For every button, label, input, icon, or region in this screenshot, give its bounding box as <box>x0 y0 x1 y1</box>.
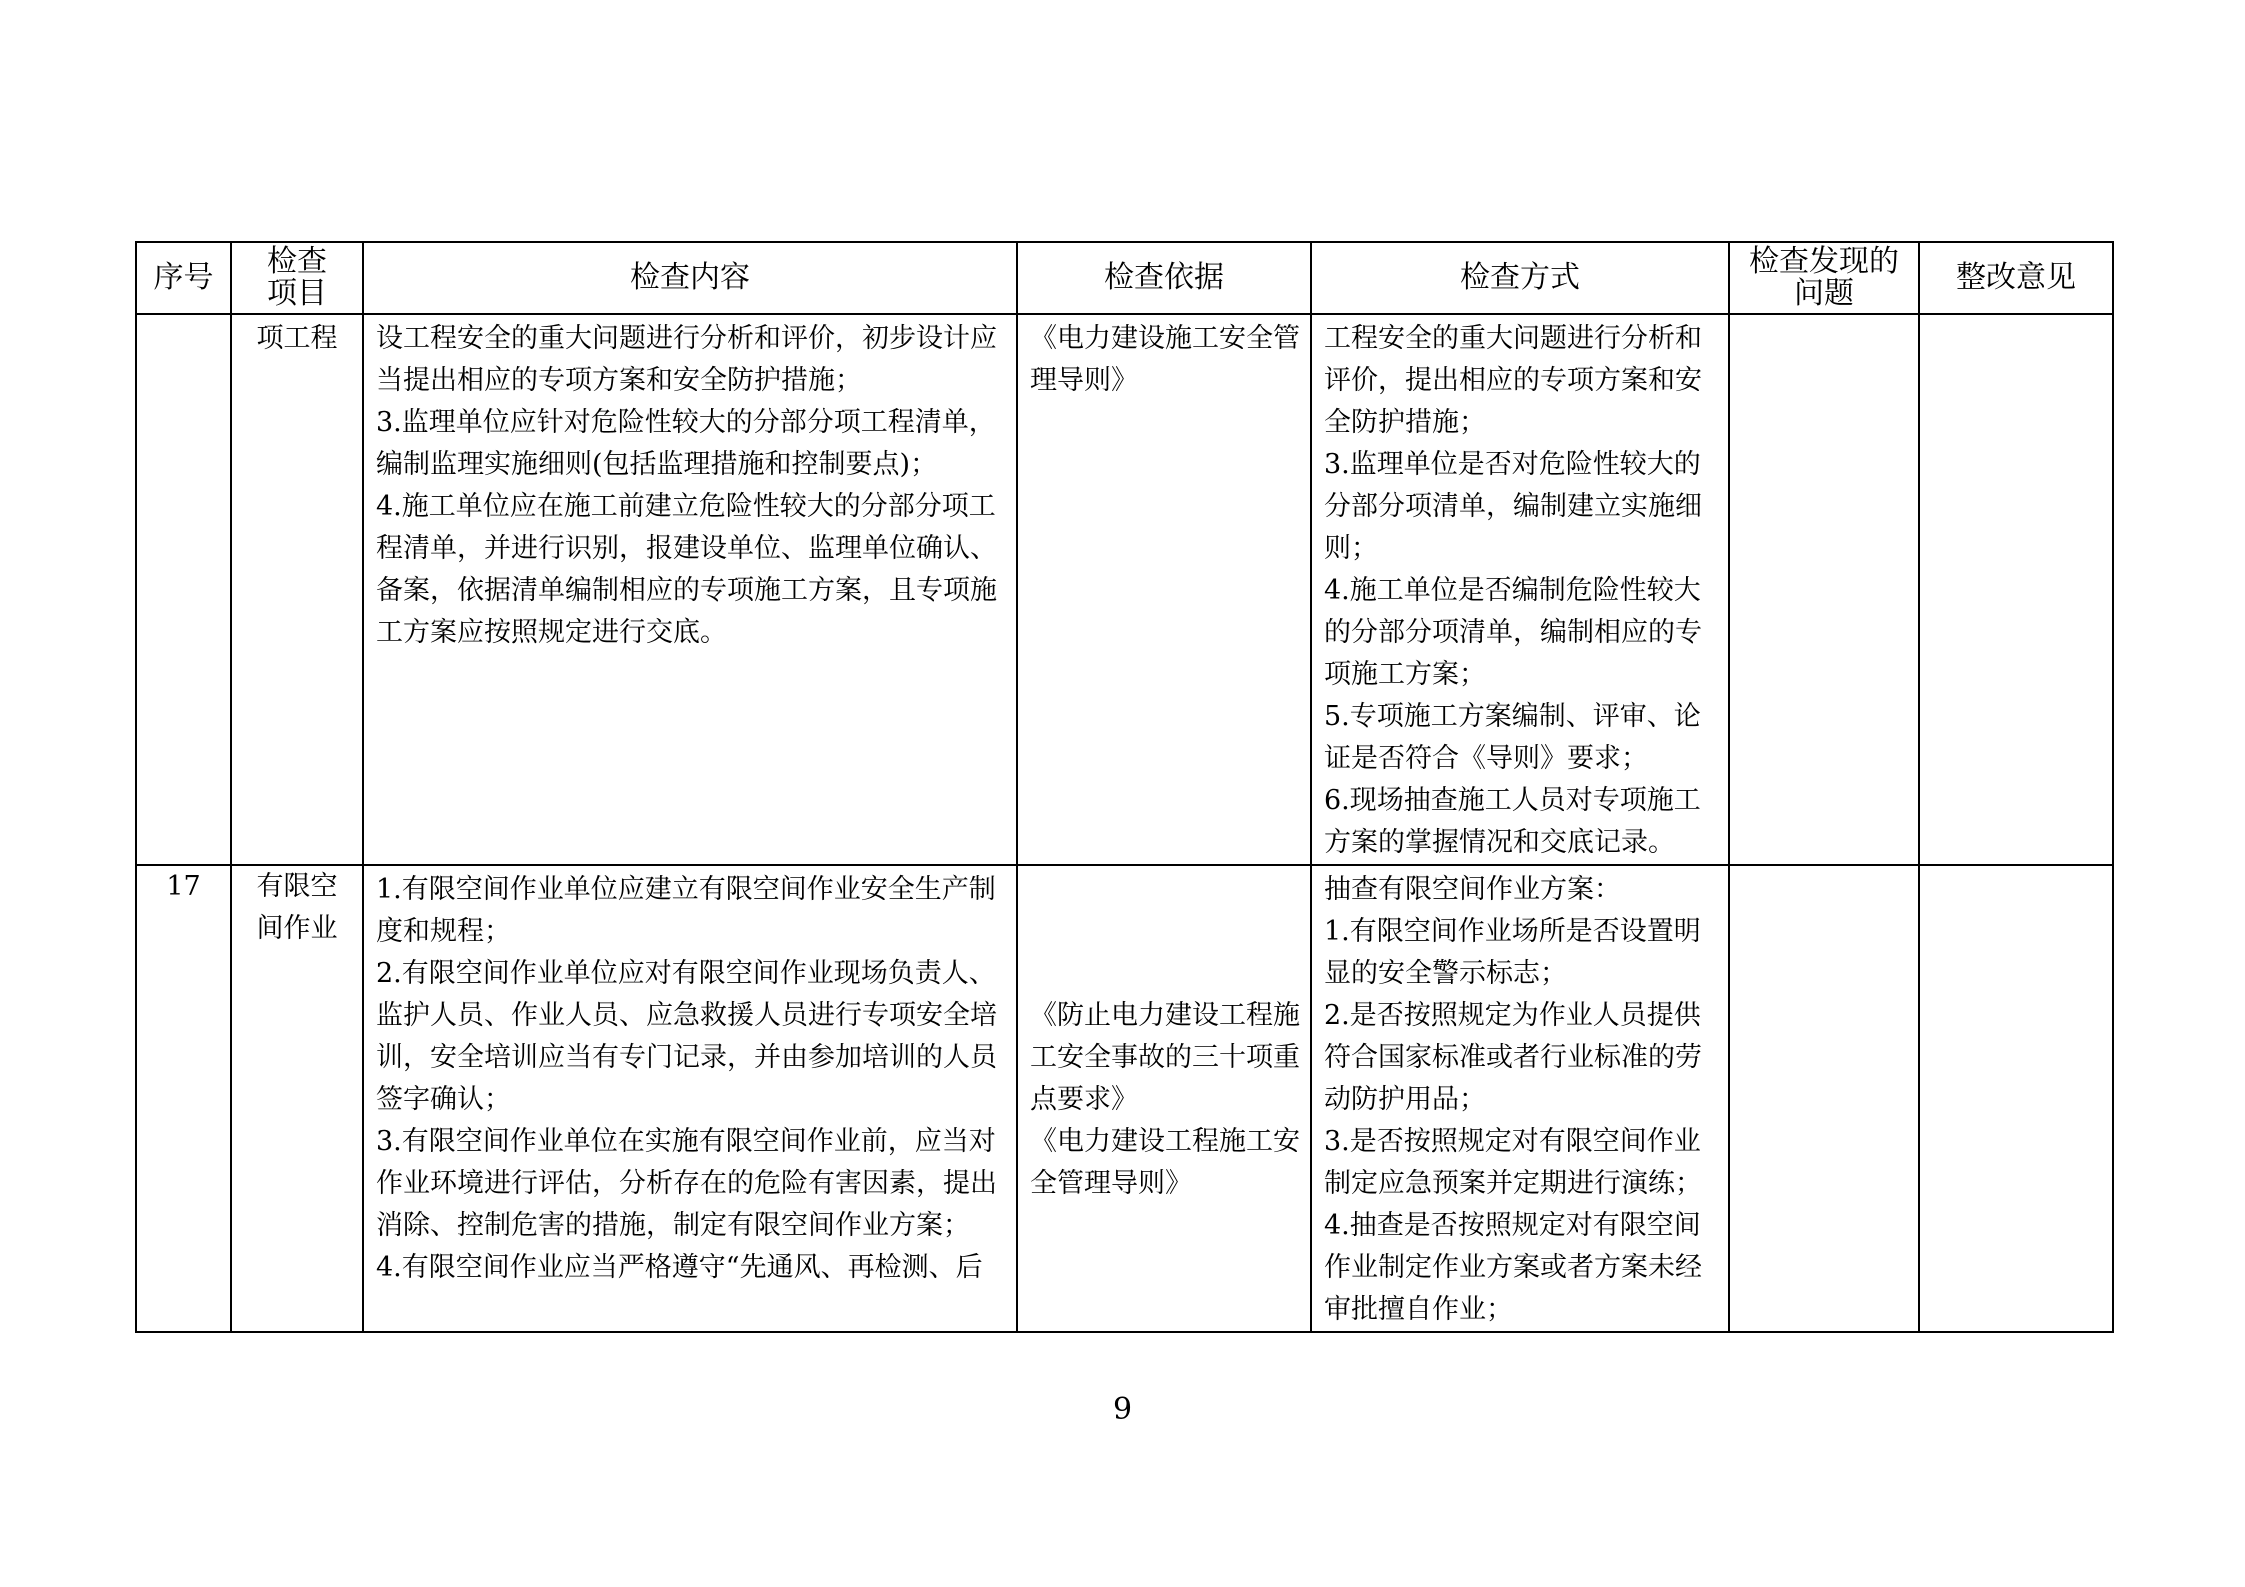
cell-content <box>363 865 1017 1332</box>
inspection-table <box>135 241 2114 1333</box>
header-basis: 检查依据 <box>1017 242 1311 314</box>
cell-basis-text: 《防止电力建设工程施工安全事故的三十项重点要求》 《电力建设工程施工安全管理导则》 <box>1030 1000 1300 1199</box>
cell-basis <box>1017 314 1311 865</box>
cell-basis-text: 《电力建设施工安全管理导则》 <box>1030 323 1300 396</box>
cell-method-text: 抽查有限空间作业方案： 1.有限空间作业场所是否设置明显的安全警示标志； 2.是否按照规定为作业人员提供符合国家标准或者行业标准的劳动防护用品； 3.是否按照规定对有限空间作业制定应急预案并定期进行演练； 4.抽查是否按照规定对有限空间作业制定作业方案或者方案未经审批擅自作业； <box>1324 874 1702 1325</box>
cell-item <box>231 865 363 1332</box>
table-row <box>136 314 2113 865</box>
cell-findings <box>1729 865 1919 1332</box>
header-findings: 检查发现的 问题 <box>1729 242 1919 314</box>
cell-item-text: 项工程 <box>256 323 338 354</box>
cell-seq: 17 <box>136 865 231 1332</box>
header-content: 检查内容 <box>363 242 1017 314</box>
cell-method <box>1311 314 1729 865</box>
page-number: 9 <box>1112 1392 1133 1427</box>
cell-item-text: 有限空 间作业 <box>256 871 338 944</box>
header-rectification: 整改意见 <box>1919 242 2113 314</box>
cell-rectification <box>1919 314 2113 865</box>
header-item: 检查 项目 <box>231 242 363 314</box>
cell-rectification <box>1919 865 2113 1332</box>
cell-content <box>363 314 1017 865</box>
cell-content-text: 设工程安全的重大问题进行分析和评价，初步设计应当提出相应的专项方案和安全防护措施； 3.监理单位应针对危险性较大的分部分项工程清单，编制监理实施细则(包括监理措施和控制要点)； 4.施工单位应在施工前建立危险性较大的分部分项工程清单，并进行识别，报建设单位、监理单位确认、备案，依据清单编制相应的专项施工方案，且专项施工方案应按照规定进行交底。 <box>376 323 997 648</box>
cell-content-text: 1.有限空间作业单位应建立有限空间作业安全生产制度和规程； 2.有限空间作业单位应对有限空间作业现场负责人、监护人员、作业人员、应急救援人员进行专项安全培训，安全培训应当有专门记录，并由参加培训的人员签字确认； 3.有限空间作业单位在实施有限空间作业前，应当对作业环境进行评估，分析存在的危险有害因素，提出消除、控制危害的措施，制定有限空间作业方案； 4.有限空间作业应当严格遵守“先通风、再检测、后 <box>376 874 997 1283</box>
cell-basis <box>1017 865 1311 1332</box>
cell-findings <box>1729 314 1919 865</box>
header-seq: 序号 <box>136 242 231 314</box>
cell-item <box>231 314 363 865</box>
table-header-row <box>136 242 2113 314</box>
table-row <box>136 865 2113 1332</box>
cell-method-text: 工程安全的重大问题进行分析和评价，提出相应的专项方案和安全防护措施； 3.监理单位是否对危险性较大的分部分项清单，编制建立实施细则； 4.施工单位是否编制危险性较大的分部分项清单，编制相应的专项施工方案； 5.专项施工方案编制、评审、论证是否符合《导则》要求； 6.现场抽查施工人员对专项施工方案的掌握情况和交底记录。 <box>1324 323 1702 858</box>
header-method: 检查方式 <box>1311 242 1729 314</box>
cell-seq <box>136 314 231 865</box>
cell-method <box>1311 865 1729 1332</box>
